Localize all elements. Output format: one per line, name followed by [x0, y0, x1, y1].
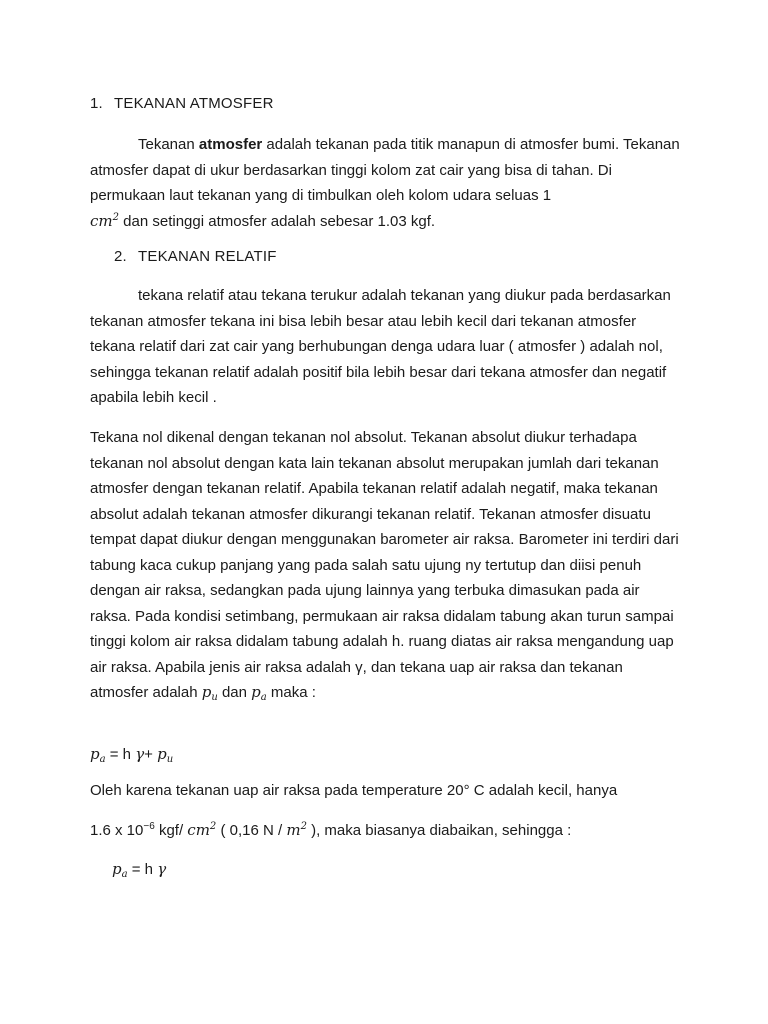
- line5-paren: ( 0,16 N /: [216, 822, 287, 839]
- eq1-rhs-sub: u: [166, 754, 174, 765]
- eq1-lhs: [90, 745, 106, 763]
- heading-number: 2.: [114, 248, 127, 265]
- line5-kgf: kgf/: [154, 822, 188, 839]
- line5-cm-exp: 2: [209, 821, 217, 832]
- eq1-mid: = h: [105, 746, 136, 763]
- para1-text-tail: dan setinggi atmosfer adalah sebesar 1.03 kgf.: [119, 212, 436, 230]
- para1-text-pre: Tekanan: [138, 136, 199, 153]
- eq1-rhs: [157, 745, 173, 763]
- paragraph-uap-raksa: Oleh karena tekanan uap air raksa pada temperature 20° C adalah kecil, hanya: [90, 782, 618, 799]
- heading-number: 1.: [90, 95, 103, 112]
- line5-exp: −6: [143, 821, 155, 832]
- eq2-lhs-base: p: [112, 860, 122, 878]
- para3-text: Tekana nol dikenal dengan tekanan nol absolut. Tekanan absolut diukur terhadapa tekanan nol absolut dengan kata lain tekanan absolut merupakan jumlah dari tekanan atmosfer dengan tekanan relatif. Apabila tekanan relatif adalah negatif, maka tekanan absolut adalah tekanan atmosfer dikurangi tekanan relatif. Tekanan atmosfer disuatu tempat dapat diukur dengan menggunakan barometer air raksa. Barometer ini terdiri dari tabung kaca cukup panjang yang pada salah satu ujung ny tertutup dan diisi penuh dengan air raksa, sedangkan pada ujung lainnya yang terbuka dimasukan pada air raksa. Pada kondisi setimbang, permukaan air raksa didalam tabung akan turun sampai tinggi kolom air raksa didalam tabung adalah h. ruang diatas air raksa mengandung uap air raksa. Apabila jenis air raksa adalah γ, dan tekana uap air raksa dan tekanan atmosfer adalah: [90, 429, 679, 701]
- para3-end: maka :: [266, 684, 316, 701]
- line5-tail: ), maka biasanya diabaikan, sehingga :: [306, 822, 572, 839]
- line5-cm2: [187, 821, 216, 839]
- paragraph-relatif: tekana relatif atau tekana terukur adalah tekanan yang diukur pada berdasarkan tekanan atmosfer tekana ini bisa lebih besar atau lebih kecil dari tekanan atmosfer tekana relatif dari zat cair yang berhubungan denga udara luar ( atmosfer ) adalah nol, sehingga tekanan relatif adalah positif bila lebih besar dari tekana atmosfer dan negatif apabila lebih kecil .: [90, 287, 671, 406]
- eq2-lhs: [112, 860, 128, 878]
- line5-lead: 1.6 x 10: [90, 822, 144, 839]
- symbol-pa-sub: a: [260, 692, 267, 703]
- eq2-lhs-sub: a: [121, 869, 128, 880]
- eq1-gamma: γ: [135, 745, 145, 763]
- eq1-lhs-sub: a: [99, 754, 106, 765]
- heading-tekanan-relatif: [114, 248, 277, 265]
- para1-text-post: adalah tekanan pada titik manapun di atmosfer bumi. Tekanan atmosfer dapat di ukur berdasarkan tinggi kolom zat cair yang bisa di tahan. Di permukaan laut tekanan yang di timbulkan oleh kolom udara seluas 1: [90, 136, 680, 204]
- paragraph-tekanan-nol: [90, 425, 680, 706]
- eq1-plus: +: [144, 746, 158, 763]
- eq2-gamma: γ: [157, 860, 167, 878]
- symbol-pa: [251, 683, 267, 701]
- eq1-lhs-base: p: [90, 745, 100, 763]
- eq1-rhs-base: p: [157, 745, 167, 763]
- equation-pa-simplified: [112, 860, 166, 878]
- line5-m-base: m: [286, 821, 301, 839]
- heading-title: TEKANAN ATMOSFER: [114, 95, 274, 112]
- paragraph-atmosfer: [90, 132, 680, 234]
- symbol-pu-base: p: [201, 683, 212, 701]
- para1-bold-term: atmosfer: [198, 136, 263, 153]
- symbol-pu: [202, 683, 218, 701]
- para3-mid: dan: [217, 684, 252, 701]
- unit-cm2-base: cm: [90, 211, 113, 230]
- symbol-pu-sub: u: [211, 692, 218, 703]
- symbol-pa-base: p: [251, 683, 261, 701]
- unit-cm2: [90, 212, 119, 230]
- heading-title: TEKANAN RELATIF: [138, 248, 277, 265]
- unit-cm2-exp: 2: [112, 211, 119, 223]
- eq2-mid: = h: [127, 861, 158, 878]
- heading-tekanan-atmosfer: [90, 95, 274, 112]
- line5-cm-base: cm: [187, 821, 210, 839]
- line5-m2: [286, 821, 307, 839]
- value-line: [90, 821, 571, 839]
- line5-m-exp: 2: [300, 821, 307, 832]
- equation-pa-full: [90, 745, 173, 763]
